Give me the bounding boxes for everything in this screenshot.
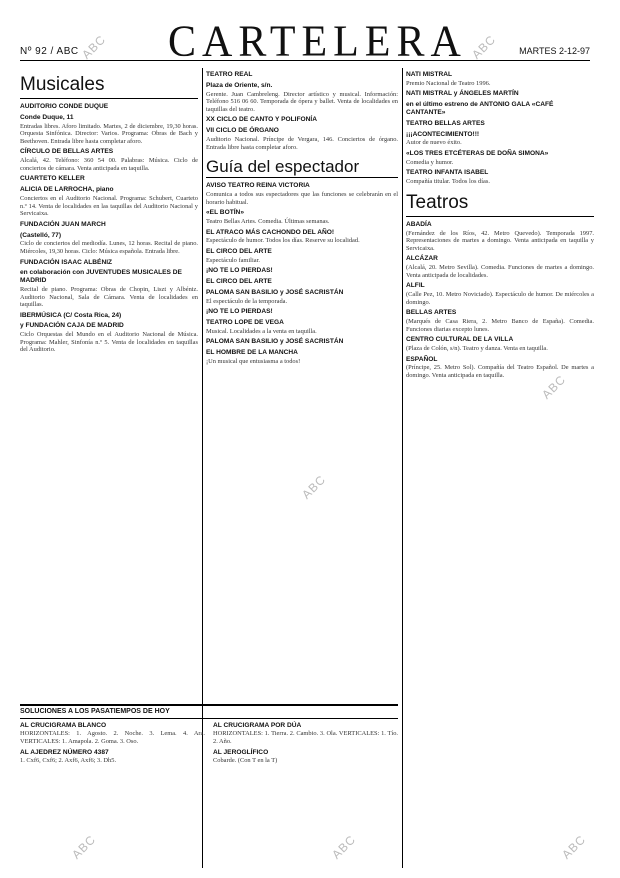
- watermark-stamp: ABC: [79, 32, 109, 62]
- listing-heading: AL AJEDREZ NÚMERO 4387: [20, 748, 109, 756]
- listing-entry: [20, 175, 198, 217]
- listing-text: Recital de piano. Programa: Obras de Chopin, Liszt y Albéniz. Auditorio Nacional, Sala de Cámara. Venta de localidades en taquillas.: [20, 285, 198, 309]
- listing-entry: [406, 309, 594, 333]
- listing-text: Cobarde. (Con T en la T): [213, 757, 278, 765]
- listing-text: Ciclo de conciertos del mediodía. Lunes, 12 horas. Recital de piano. Miércoles, 19,30 horas. Ciclo: Música española. Entrada libre.: [20, 240, 198, 255]
- listing-heading: AVISO TEATRO REINA VICTORIA: [206, 182, 310, 190]
- listing-entry: [406, 71, 594, 87]
- listing-text: (Plaza de Colón, s/n). Teatro y danza. Venta en taquilla.: [406, 345, 548, 353]
- listing-entry: [406, 120, 594, 128]
- listing-heading: ESPAÑOL: [406, 355, 438, 363]
- watermark-stamp: ABC: [469, 32, 499, 62]
- listing-subheading: (Castelló, 77): [20, 231, 62, 239]
- listing-entry: [213, 749, 398, 765]
- listing-subheading: en colaboración con JUVENTUDES MUSICALES DE MADRID: [20, 269, 182, 285]
- section-title-teatros: Teatros: [406, 192, 594, 217]
- header-rule: [20, 60, 590, 61]
- listing-entry: [213, 722, 398, 746]
- listing-text: (Príncipe, 25. Metro Sol). Compañía del Teatro Español. De martes a domingo. Venta anticipada en taquilla.: [406, 364, 594, 380]
- listing-text: Gerente. Juan Cambreleng. Director artístico y musical. Información: Teléfono 516 06 60. Temporada de ópera y ballet. Venta de localidades en taquillas del teatro.: [206, 90, 398, 113]
- listing-heading: CÍRCULO DE BELLAS ARTES: [20, 148, 114, 156]
- listing-entry: [206, 116, 398, 151]
- solutions-column: [20, 719, 205, 767]
- listing-heading: FUNDACIÓN JUAN MARCH: [20, 220, 106, 228]
- listing-entry: [406, 255, 594, 279]
- listing-text: Espectáculo familiar.: [206, 256, 260, 264]
- listing-text: Entradas libres. Aforo limitado. Martes, 2 de diciembre, 19,30 horas. Orquesta Sinfónica. Director: Varios. Programa: Obras de Bach y Beethoven. Entrada libre hasta completar aforo.: [20, 122, 198, 145]
- listing-entry: [206, 182, 398, 206]
- section-title-musicales: Musicales: [20, 74, 198, 99]
- listing-heading: «LOS TRES ETCÉTERAS DE DOÑA SIMONA»: [406, 149, 549, 157]
- listing-entry: [406, 356, 594, 380]
- listing-entry: [206, 319, 398, 335]
- listing-text: Autor de nuevo éxito.: [406, 139, 462, 147]
- listing-entry: [20, 103, 198, 145]
- listing-entry: [20, 722, 205, 746]
- listing-heading: PALOMA SAN BASILIO y JOSÉ SACRISTÁN: [206, 338, 344, 346]
- listing-text: Auditorio Nacional. Príncipe de Vergara, 146. Conciertos de órgano. Entrada libre hasta completar aforo.: [206, 135, 398, 151]
- solutions-title: SOLUCIONES A LOS PASATIEMPOS DE HOY: [20, 704, 398, 719]
- masthead-title: CARTELERA: [168, 17, 467, 67]
- listing-heading: FUNDACIÓN ISAAC ALBÉNIZ: [20, 258, 113, 266]
- page-header: [0, 0, 620, 68]
- listing-entry: [206, 308, 398, 316]
- listing-text: 1. Cxf6, Cxf6; 2. Axf6, Axf6; 3. Dh5.: [20, 757, 117, 765]
- listing-heading: EL HOMBRE DE LA MANCHA: [206, 349, 298, 357]
- listing-entry: [20, 259, 198, 309]
- listing-entry: [20, 221, 198, 256]
- listing-heading: AL CRUCIGRAMA BLANCO: [20, 721, 107, 729]
- listing-entry: [406, 169, 594, 185]
- listing-heading: TEATRO INFANTA ISABEL: [406, 169, 489, 177]
- listing-heading: TEATRO REAL: [206, 71, 253, 78]
- listing-subheading: en el último estreno de ANTONIO GALA «CAFÉ CANTANTE»: [406, 101, 554, 116]
- listing-text: Teatro Bellas Artes. Comedia. Últimas semanas.: [206, 217, 330, 225]
- listing-heading: TEATRO LOPE DE VEGA: [206, 319, 284, 327]
- column-teatros: [406, 68, 594, 868]
- listing-subheading: y FUNDACIÓN CAJA DE MADRID: [20, 322, 124, 330]
- listing-heading: TEATRO BELLAS ARTES: [406, 119, 485, 127]
- listing-entry: [406, 336, 594, 352]
- listing-heading: ALCÁZAR: [406, 255, 438, 263]
- page-number: Nº 92 / ABC: [20, 46, 79, 57]
- listing-entry: [20, 749, 205, 765]
- listing-text: Ciclo Orquestas del Mundo en el Auditorio Nacional de Música. Programa: Mahler, Sinfonía n.º 5. Venta de localidades en taquillas del Auditorio.: [20, 331, 198, 354]
- listing-entry: [206, 229, 398, 245]
- listing-text: Musical. Localidades a la venta en taquilla.: [206, 327, 317, 335]
- listing-entry: [20, 148, 198, 172]
- listing-heading: EL ATRACO MÁS CACHONDO DEL AÑO!: [206, 228, 335, 236]
- listing-heading: AL JEROGLÍFICO: [213, 748, 269, 756]
- listing-entry: [406, 90, 594, 116]
- listing-heading: NATI MISTRAL y ÁNGELES MARTÍN: [406, 90, 519, 98]
- listing-text: Comunica a todos sus espectadores que las funciones se celebrarán en el horario habitual.: [206, 190, 398, 206]
- listing-heading: IBERMÚSICA (C/ Costa Rica, 24): [20, 311, 122, 319]
- listing-entry: [20, 312, 198, 354]
- section-title-guia: Guía del espectador: [206, 157, 398, 178]
- solutions-column: [213, 719, 398, 767]
- listing-heading: EL CIRCO DEL ARTE: [206, 247, 272, 255]
- listing-heading: ALFIL: [406, 282, 425, 290]
- listing-text: (Calle Pez, 10. Metro Noviciado). Espectáculo de humor. De miércoles a domingo.: [406, 291, 594, 306]
- listing-text: Premio Nacional de Teatro 1996.: [406, 79, 491, 87]
- issue-date: MARTES 2-12-97: [519, 46, 590, 56]
- listing-text: Compañía titular. Todos los días.: [406, 178, 490, 186]
- listing-heading: PALOMA SAN BASILIO y JOSÉ SACRISTÁN: [206, 288, 344, 296]
- listing-heading: ABADÍA: [406, 220, 432, 228]
- listing-text: (Fernández de los Ríos, 42. Metro Quevedo). Temporada 1997. Representaciones de martes a domingo. Venta anticipada en taquilla y Servicaixa.: [406, 229, 594, 252]
- listing-text: Espectáculo de humor. Todos los días. Reserve su localidad.: [206, 237, 360, 245]
- listing-heading: ¡NO TE LO PIERDAS!: [206, 308, 273, 316]
- listing-heading: ¡¡¡ACONTECIMIENTO!!!: [406, 130, 480, 138]
- listing-entry: [206, 209, 398, 225]
- watermark-stamp: ABC: [539, 372, 569, 402]
- listing-heading: CUARTETO KELLER: [20, 175, 85, 183]
- listing-heading: XX CICLO DE CANTO Y POLIFONÍA: [206, 116, 318, 124]
- listing-text: Conciertos en el Auditorio Nacional. Programa: Schubert, Cuarteto n.º 14. Venta de localidades en las taquillas del Auditorio Nacional y Servicaixa.: [20, 194, 198, 218]
- listing-text: Alcalá, 42. Teléfono: 360 54 00. Palabras: Música. Ciclo de conciertos de cámara. Venta anticipada en taquilla.: [20, 157, 198, 172]
- listing-text: (Alcalá, 20. Metro Sevilla). Comedia. Funciones de martes a domingo. Venta anticipada de localidades.: [406, 264, 594, 279]
- listing-text: Comedia y humor.: [406, 158, 454, 166]
- listing-entry: [406, 150, 594, 166]
- listing-text: HORIZONTALES: 1. Tierra. 2. Cambio. 3. Ola. VERTICALES: 1. Tío. 2. Año.: [213, 730, 398, 745]
- listing-entry: [206, 248, 398, 264]
- listing-entry: [206, 278, 398, 286]
- listing-heading: AUDITORIO CONDE DUQUE: [20, 103, 109, 110]
- listing-heading: NATI MISTRAL: [406, 71, 453, 78]
- watermark-stamp: ABC: [69, 832, 99, 862]
- listing-heading: BELLAS ARTES: [406, 309, 457, 317]
- listing-heading: ¡NO TE LO PIERDAS!: [206, 267, 273, 275]
- listing-subheading: ALICIA DE LARROCHA, piano: [20, 186, 114, 194]
- listing-heading: EL CIRCO DEL ARTE: [206, 278, 272, 286]
- listing-heading: AL CRUCIGRAMA POR DÚA: [213, 721, 302, 729]
- listing-entry: [206, 338, 398, 346]
- listing-subheading: Conde Duque, 11: [20, 113, 74, 121]
- listing-text: ¡Un musical que entusiasma a todos!: [206, 358, 301, 366]
- watermark-stamp: ABC: [329, 832, 359, 862]
- listing-text: HORIZONTALES: 1. Agosto. 2. Noche. 3. Lema. 4. Ara. VERTICALES: 1. Amapola. 2. Goma. 3. Oso.: [20, 730, 205, 745]
- listing-entry: [206, 289, 398, 305]
- watermark-stamp: ABC: [559, 832, 589, 862]
- listing-subheading: Plaza de Oriente, s/n.: [206, 81, 273, 89]
- listing-entry: [406, 282, 594, 306]
- listing-subheading: VII CICLO DE ÓRGANO: [206, 127, 279, 135]
- watermark-stamp: ABC: [299, 472, 329, 502]
- listing-entry: [406, 131, 594, 147]
- listing-entry: [206, 71, 398, 113]
- listing-text: El espectáculo de la temporada.: [206, 297, 288, 305]
- listing-heading: «EL BOTÍN»: [206, 209, 244, 217]
- listing-entry: [206, 349, 398, 365]
- listing-entry: [206, 267, 398, 275]
- column-divider: [402, 68, 403, 868]
- listing-heading: CENTRO CULTURAL DE LA VILLA: [406, 336, 514, 344]
- listing-text: (Marqués de Casa Riera, 2. Metro Banco de España). Comedia. Funciones diarias excepto lunes.: [406, 318, 594, 333]
- listing-entry: [406, 221, 594, 253]
- column-center: [206, 68, 398, 694]
